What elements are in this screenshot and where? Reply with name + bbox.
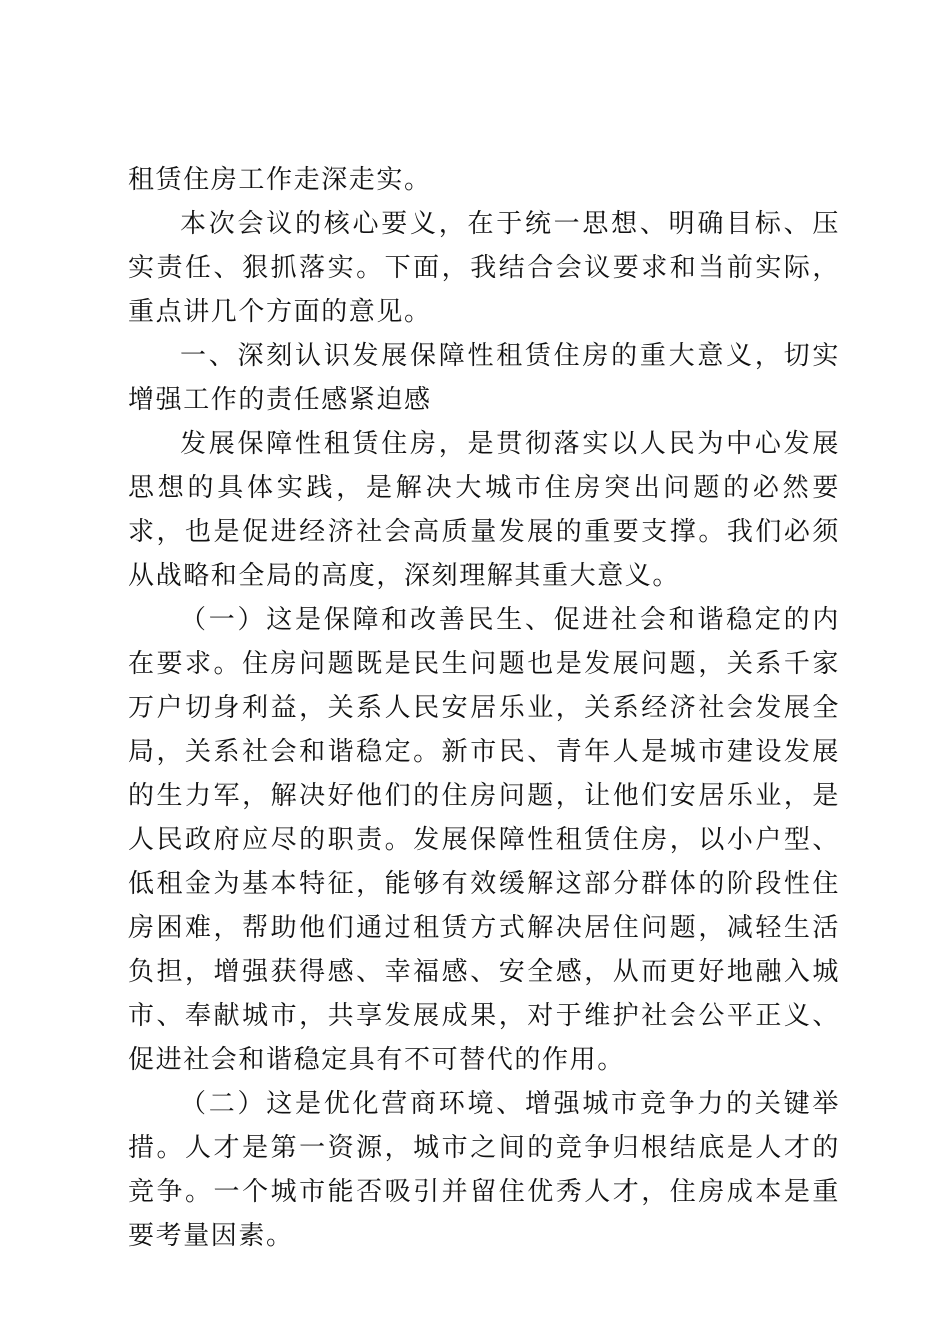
section-heading-one: 一、深刻认识发展保障性租赁住房的重大意义，切实增强工作的责任感紧迫感 xyxy=(128,341,840,415)
paragraph-point-one: （一）这是保障和改善民生、促进社会和谐稳定的内在要求。住房问题既是民生问题也是发展问题，关系千家万户切身利益，关系人民安居乐业，关系经济社会发展全局，关系社会和谐稳定。新市民、青年人是城市建设发展的生力军，解决好他们的住房问题，让他们安居乐业，是人民政府应尽的职责。发展保障性租赁住房，以小户型、低租金为基本特征，能够有效缓解这部分群体的阶段性住房困难，帮助他们通过租赁方式解决居住问题，减轻生活负担，增强获得感、幸福感、安全感，从而更好地融入城市、奉献城市，共享发展成果，对于维护社会公平正义、促进社会和谐稳定具有不可替代的作用。 xyxy=(128,605,840,1075)
document-body xyxy=(128,158,840,1258)
paragraph-significance: 发展保障性租赁住房，是贯彻落实以人民为中心发展思想的具体实践，是解决大城市住房突出问题的必然要求，也是促进经济社会高质量发展的重要支撑。我们必须从战略和全局的高度，深刻理解其重大意义。 xyxy=(128,429,840,591)
paragraph-point-two: （二）这是优化营商环境、增强城市竞争力的关键举措。人才是第一资源，城市之间的竞争归根结底是人才的竞争。一个城市能否吸引并留住优秀人才，住房成本是重要考量因素。 xyxy=(128,1089,840,1251)
paragraph-continuation: 租赁住房工作走深走实。 xyxy=(128,165,432,195)
paragraph-meeting-core: 本次会议的核心要义，在于统一思想、明确目标、压实责任、狠抓落实。下面，我结合会议要求和当前实际，重点讲几个方面的意见。 xyxy=(128,209,840,327)
